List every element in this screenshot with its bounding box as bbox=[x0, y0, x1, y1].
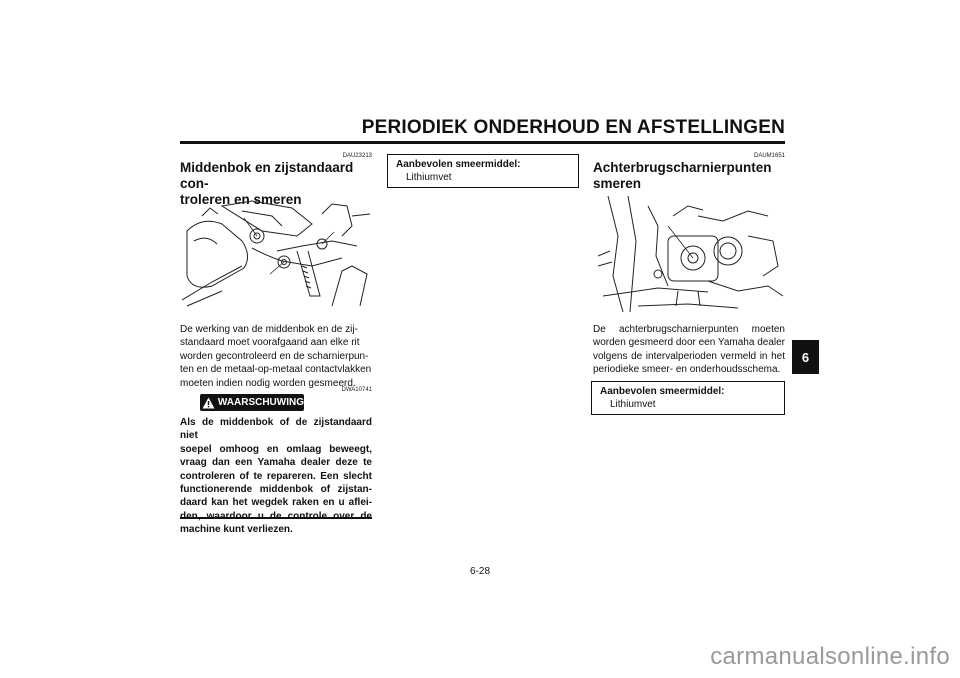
site-watermark: carmanualsonline.info bbox=[710, 643, 950, 670]
warning-line: controleren of te repareren. Een slecht bbox=[180, 470, 372, 482]
section-heading-right bbox=[593, 160, 788, 192]
body-text-right bbox=[593, 323, 785, 377]
heading-line: Achterbrugscharnierpunten bbox=[593, 160, 772, 175]
warning-line: Als de middenbok of de zijstandaard niet bbox=[180, 417, 372, 442]
lubricant-box-middle bbox=[387, 154, 579, 188]
page-number: 6-28 bbox=[469, 566, 490, 577]
heading-line: smeren bbox=[593, 176, 642, 191]
warning-line: soepel omhoog en omlaag beweegt, bbox=[180, 443, 372, 455]
warning-triangle-icon bbox=[200, 394, 218, 411]
body-line: ten en de metaal-op-metaal contactvlakken bbox=[180, 364, 372, 376]
lubricant-value: Lithiumvet bbox=[610, 398, 656, 410]
warning-label: WAARSCHUWING bbox=[217, 397, 304, 408]
warning-line: machine kunt verliezen. bbox=[180, 524, 293, 536]
page-header-title: PERIODIEK ONDERHOUD EN AFSTELLINGEN bbox=[361, 117, 785, 138]
lubricant-title: Aanbevolen smeermiddel: bbox=[396, 159, 521, 170]
body-line: standaard moet voorafgaand aan elke rit bbox=[180, 337, 360, 349]
body-line: worden gesmeerd door een Yamaha dealer bbox=[593, 337, 785, 349]
section-code-right: DAUM1651 bbox=[753, 153, 785, 159]
body-line: volgens de intervalperioden vermeld in het bbox=[593, 350, 785, 362]
lubricant-value: Lithiumvet bbox=[406, 171, 452, 183]
body-line: periodieke smeer- en onderhoudsschema. bbox=[593, 364, 781, 376]
sidestand-illustration bbox=[182, 196, 372, 310]
header-rule bbox=[180, 141, 785, 144]
warning-line: functionerende middenbok of zijstan- bbox=[180, 484, 372, 496]
body-text-left bbox=[180, 323, 372, 390]
body-line: De achterbrugscharnierpunten moeten bbox=[593, 324, 785, 335]
body-line: worden gecontroleerd en de scharnierpun- bbox=[180, 350, 369, 362]
lubricant-title: Aanbevolen smeermiddel: bbox=[600, 386, 725, 397]
warning-badge bbox=[200, 394, 304, 411]
chapter-tab: 6 bbox=[792, 340, 819, 374]
lubricant-box-right bbox=[591, 381, 785, 415]
warning-code: DWA10741 bbox=[341, 387, 372, 393]
warning-end-rule bbox=[180, 517, 372, 519]
heading-line: Middenbok en zijstandaard con- bbox=[180, 160, 354, 191]
body-line: De werking van de middenbok en de zij- bbox=[180, 324, 358, 335]
warning-line: vraag dan een Yamaha dealer deze te bbox=[180, 457, 372, 469]
section-code-left: DAU23213 bbox=[342, 153, 372, 159]
warning-line: daard kan het wegdek raken en u aflei- bbox=[180, 497, 372, 509]
heading-line: troleren en smeren bbox=[180, 192, 302, 207]
swingarm-pivot-illustration bbox=[598, 196, 786, 312]
body-line: moeten indien nodig worden gesmeerd. bbox=[180, 377, 356, 389]
